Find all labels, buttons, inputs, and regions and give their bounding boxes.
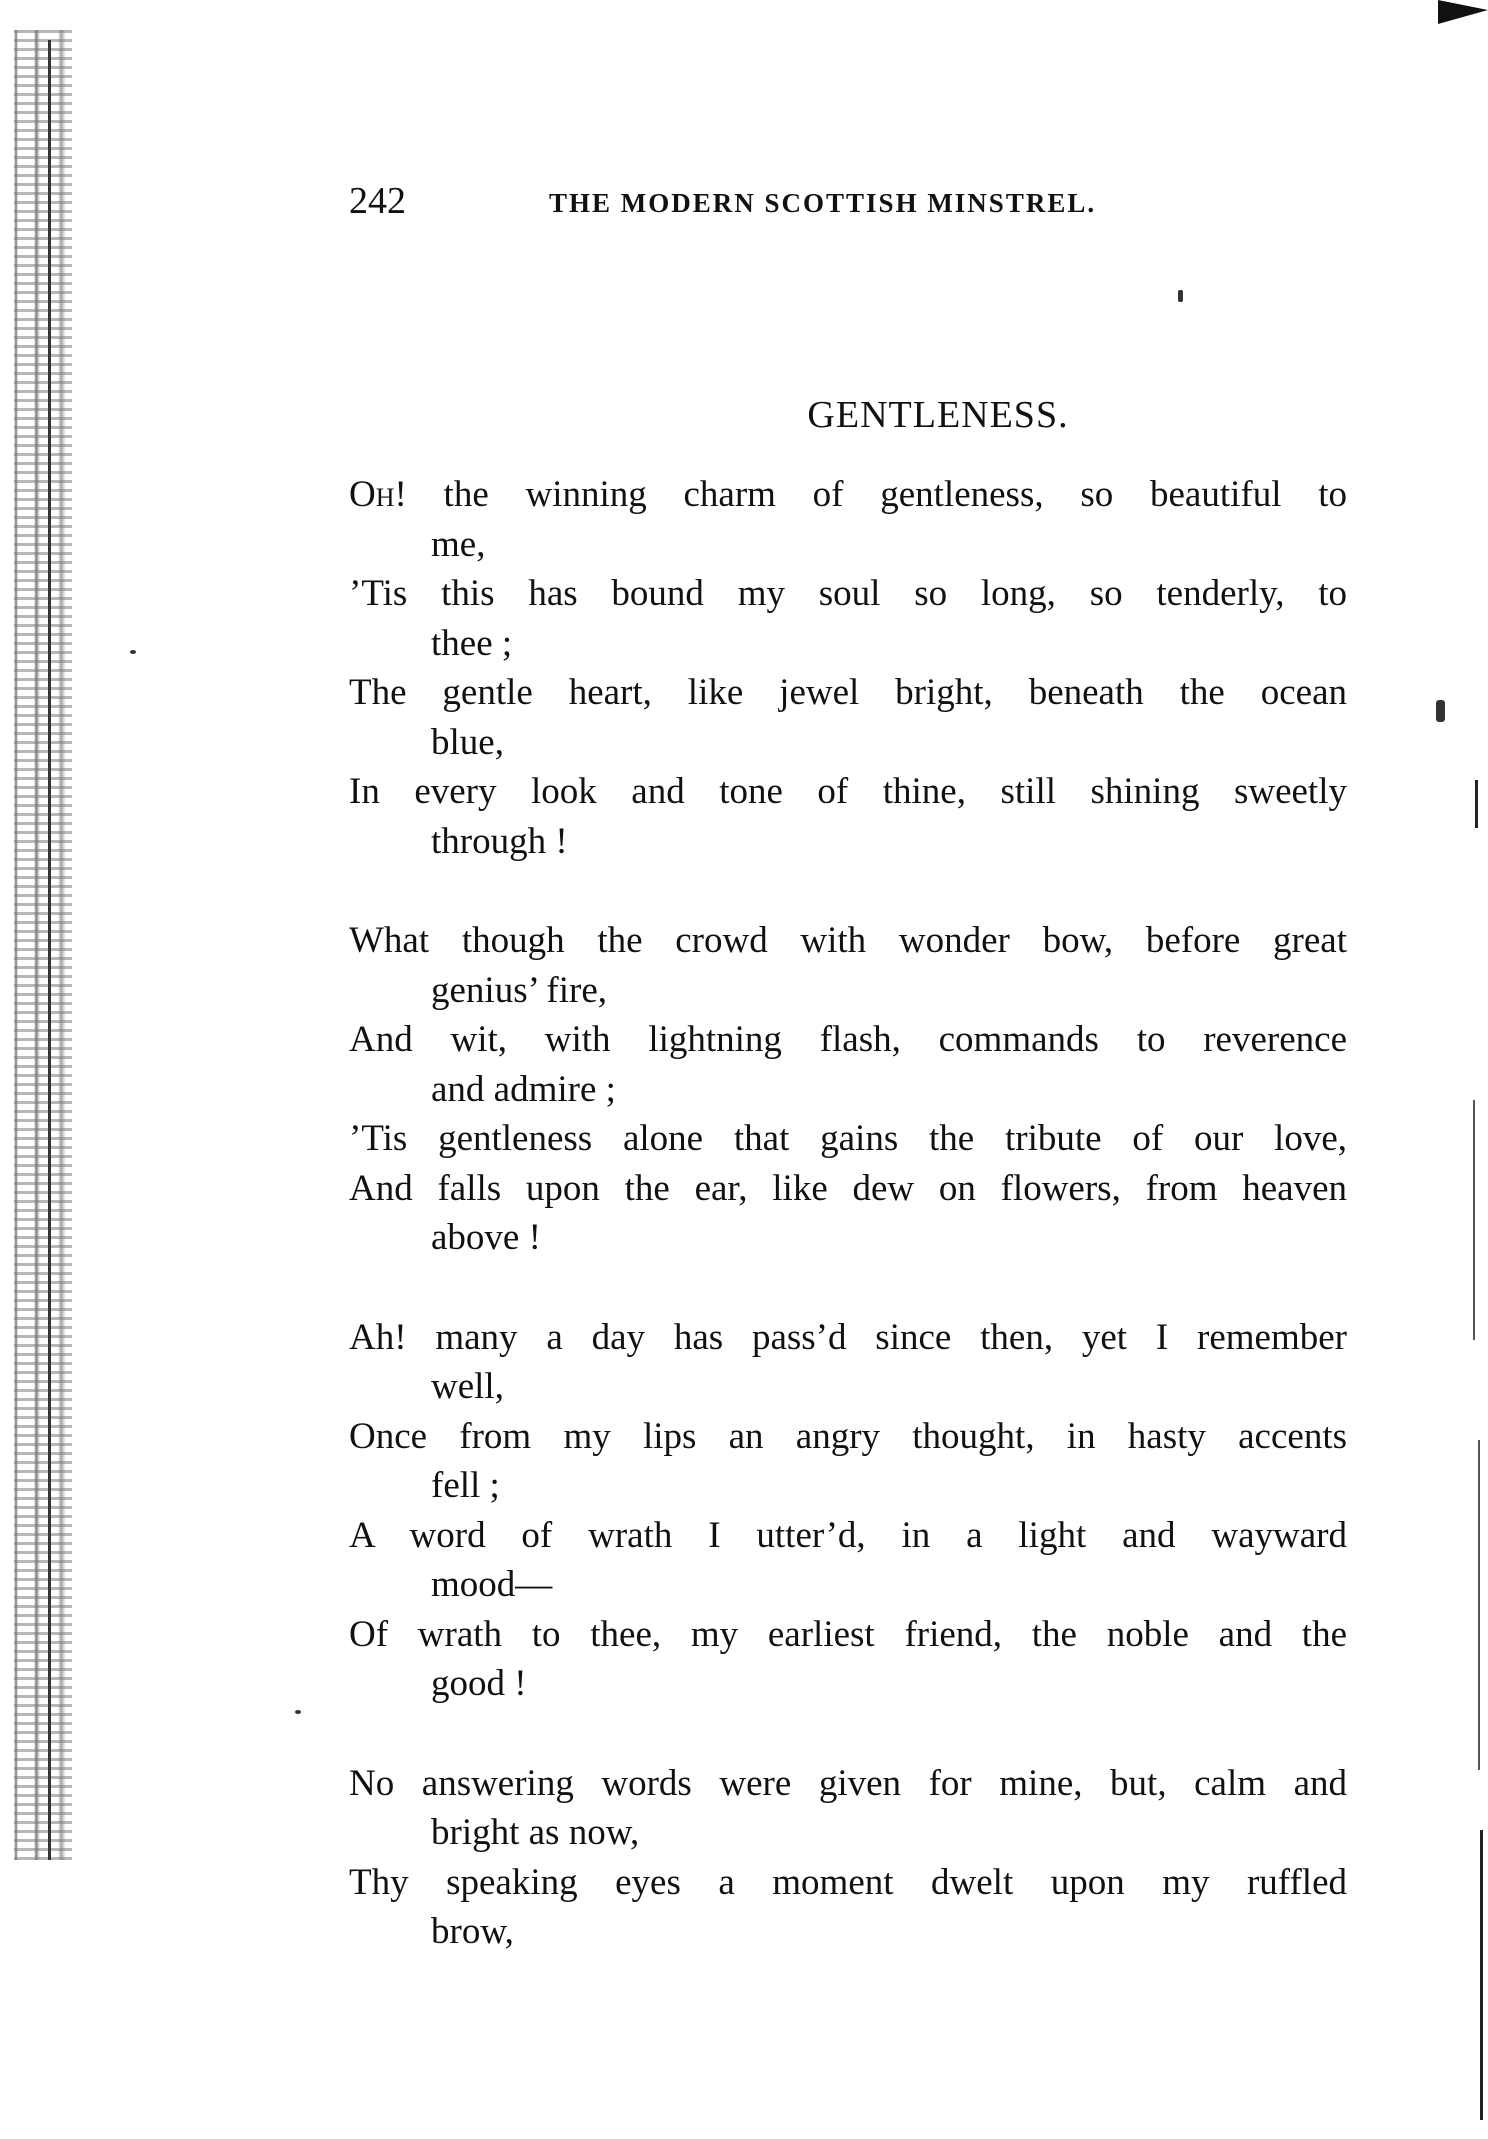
verse-continuation: good ! <box>431 1663 527 1704</box>
verse-line: A word of wrath I utter’d, in a light and wayward <box>349 1514 1347 1556</box>
verse-line: ’Tis gentleness alone that gains the tribute of our love, <box>349 1118 1347 1159</box>
poem-title: GENTLENESS. <box>807 394 1069 436</box>
scan-edge-mark <box>1478 1440 1480 1770</box>
scan-speck <box>1436 700 1445 722</box>
verse-continuation: me, <box>431 523 486 565</box>
binding-edge <box>14 30 72 1860</box>
verse-continuation: genius’ fire, <box>431 969 608 1011</box>
scan-edge-mark <box>1473 1100 1475 1340</box>
verse-line: Ah! many a day has pass’d since then, yet I remember <box>349 1316 1347 1358</box>
verse-line: Once from my lips an angry thought, in hasty accents <box>349 1415 1347 1457</box>
stanza-4 <box>349 1759 1347 1957</box>
poem-body <box>349 470 1347 2007</box>
verse-continuation: thee ; <box>431 622 513 664</box>
stanza-1 <box>349 470 1347 866</box>
verse-line: The gentle heart, like jewel bright, beneath the ocean <box>349 672 1347 713</box>
verse-continuation: fell ; <box>431 1465 500 1506</box>
verse-continuation: and admire ; <box>431 1068 616 1110</box>
scan-speck <box>1178 290 1183 302</box>
scan-speck <box>295 1710 301 1714</box>
scan-speck <box>130 650 136 654</box>
verse-line: And falls upon the ear, like dew on flowers, from heaven <box>349 1167 1347 1209</box>
verse-continuation: well, <box>431 1366 504 1407</box>
verse-line: What though the crowd with wonder bow, before great <box>349 920 1347 961</box>
verse-continuation: through ! <box>431 820 568 862</box>
running-head <box>349 176 1269 226</box>
binding-line <box>48 40 51 1860</box>
verse-line: No answering words were given for mine, but, calm and <box>349 1762 1347 1804</box>
initial-word: Oh <box>349 474 395 515</box>
scan-corner-mark <box>1438 0 1488 24</box>
verse-line <box>349 470 1347 520</box>
verse-line: In every look and tone of thine, still shining sweetly <box>349 771 1347 812</box>
verse-continuation: mood— <box>431 1564 553 1605</box>
page-number: 242 <box>349 180 406 222</box>
scan-edge-mark <box>1480 1830 1483 2120</box>
verse-continuation: blue, <box>431 721 504 763</box>
verse-continuation: above ! <box>431 1217 541 1258</box>
stanza-3 <box>349 1313 1347 1709</box>
verse-continuation: brow, <box>431 1911 514 1952</box>
scan-edge-mark <box>1475 780 1478 828</box>
verse-line: Of wrath to thee, my earliest friend, the noble and the <box>349 1613 1347 1655</box>
verse-continuation: bright as now, <box>431 1812 640 1853</box>
verse-line: Thy speaking eyes a moment dwelt upon my ruffled <box>349 1861 1347 1903</box>
verse-line: ’Tis this has bound my soul so long, so tenderly, to <box>349 573 1347 614</box>
stanza-2 <box>349 916 1347 1263</box>
verse-line: And wit, with lightning flash, commands to reverence <box>349 1019 1347 1060</box>
verse-text: ! the winning charm of gentleness, so beautiful to <box>394 474 1347 515</box>
running-title: THE MODERN SCOTTISH MINSTREL. <box>549 188 1097 218</box>
